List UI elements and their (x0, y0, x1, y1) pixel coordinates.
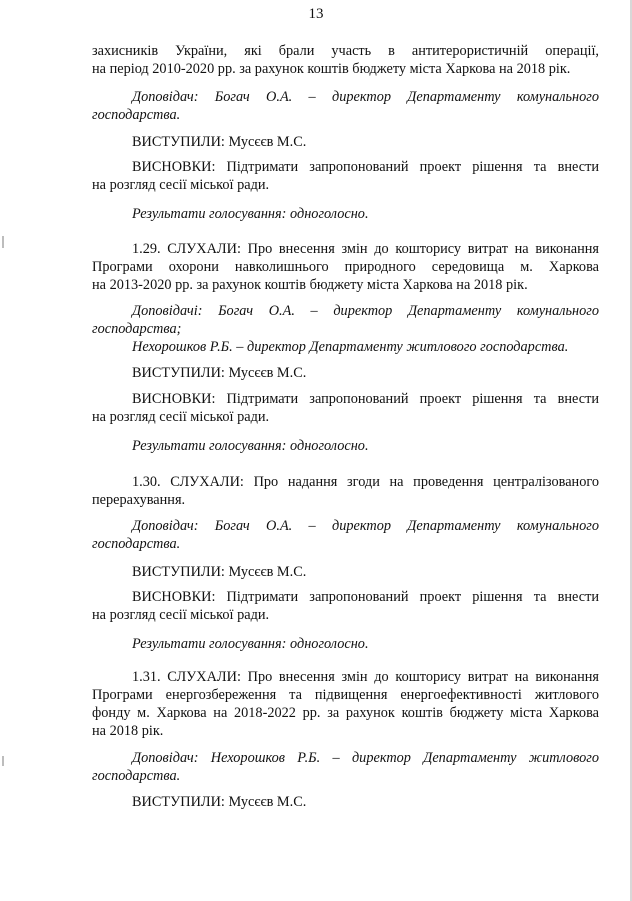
conclusion-paragraph (92, 588, 599, 624)
conclusion-line: ВИСНОВКИ: Підтримати запропонований проект рішення та внести (132, 391, 599, 407)
intro-paragraph (92, 42, 599, 78)
spoke-line: ВИСТУПИЛИ: Мусєєв М.С. (132, 134, 307, 150)
conclusion-line: ВИСНОВКИ: Підтримати запропонований проект рішення та внести (132, 589, 599, 605)
speaker-line: Доповідач: Богач О.А. – директор Департаменту комунального (132, 518, 599, 534)
heard-line: 1.30. СЛУХАЛИ: Про надання згоди на проведення централізованого (132, 474, 599, 490)
heard-line: на 2018 рік. (92, 723, 164, 739)
intro-line: захисників України, які брали участь в антитерористичній операції, (92, 43, 599, 59)
speaker-line: Доповідач: Богач О.А. – директор Департаменту комунального (132, 89, 599, 105)
spoke-paragraph (92, 133, 599, 151)
item-1-30-speaker (92, 517, 599, 553)
speaker-line: Доповідач: Нехорошков Р.Б. – директор Департаменту житлового (132, 750, 599, 766)
intro-line: на період 2010-2020 рр. за рахунок коштів бюджету міста Харкова на 2018 рік. (92, 61, 571, 77)
spoke-paragraph (92, 563, 599, 581)
vote-line: Результати голосування: одноголосно. (132, 438, 369, 454)
speaker-line: господарства. (92, 768, 181, 784)
scan-speck (2, 236, 4, 248)
heard-line: перерахування. (92, 492, 186, 508)
speaker-line: Доповідачі: Богач О.А. – директор Департаменту комунального (132, 303, 599, 319)
item-1-31-heard (92, 668, 599, 740)
page-number: 13 (308, 6, 324, 22)
heard-line: Програми охорони навколишнього природного середовища м. Харкова (92, 259, 599, 275)
vote-line: Результати голосування: одноголосно. (132, 636, 369, 652)
spoke-line: ВИСТУПИЛИ: Мусєєв М.С. (132, 564, 307, 580)
conclusion-paragraph (92, 158, 599, 194)
speaker-paragraph (92, 88, 599, 124)
spoke-paragraph (92, 793, 599, 811)
conclusion-line: на розгляд сесії міської ради. (92, 409, 270, 425)
conclusion-line: на розгляд сесії міської ради. (92, 607, 270, 623)
vote-line: Результати голосування: одноголосно. (132, 206, 369, 222)
heard-line: Програми енергозбереження та підвищення енергоефективності житлового (92, 687, 599, 703)
conclusion-line: ВИСНОВКИ: Підтримати запропонований проект рішення та внести (132, 159, 599, 175)
scan-speck (2, 756, 4, 766)
speaker-line: господарства. (92, 107, 181, 123)
heard-line: 1.31. СЛУХАЛИ: Про внесення змін до кошторису витрат на виконання (132, 669, 599, 685)
heard-line: фонду м. Харкова на 2018-2022 рр. за рахунок коштів бюджету міста Харкова (92, 705, 599, 721)
item-1-29-heard (92, 240, 599, 294)
vote-paragraph (92, 205, 599, 223)
conclusion-paragraph (92, 390, 599, 426)
vote-paragraph (92, 437, 599, 455)
speaker-line: Нехорошков Р.Б. – директор Департаменту житлового господарства. (132, 339, 569, 355)
vote-paragraph (92, 635, 599, 653)
conclusion-line: на розгляд сесії міської ради. (92, 177, 270, 193)
heard-line: на 2013-2020 рр. за рахунок коштів бюджету міста Харкова на 2018 рік. (92, 277, 528, 293)
item-1-30-heard (92, 473, 599, 509)
spoke-paragraph (92, 364, 599, 382)
heard-line: 1.29. СЛУХАЛИ: Про внесення змін до кошторису витрат на виконання (132, 241, 599, 257)
spoke-line: ВИСТУПИЛИ: Мусєєв М.С. (132, 794, 307, 810)
speaker-line: господарства; (92, 321, 182, 337)
speaker-line: господарства. (92, 536, 181, 552)
spoke-line: ВИСТУПИЛИ: Мусєєв М.С. (132, 365, 307, 381)
item-1-29-speakers (92, 302, 599, 356)
item-1-31-speaker (92, 749, 599, 785)
